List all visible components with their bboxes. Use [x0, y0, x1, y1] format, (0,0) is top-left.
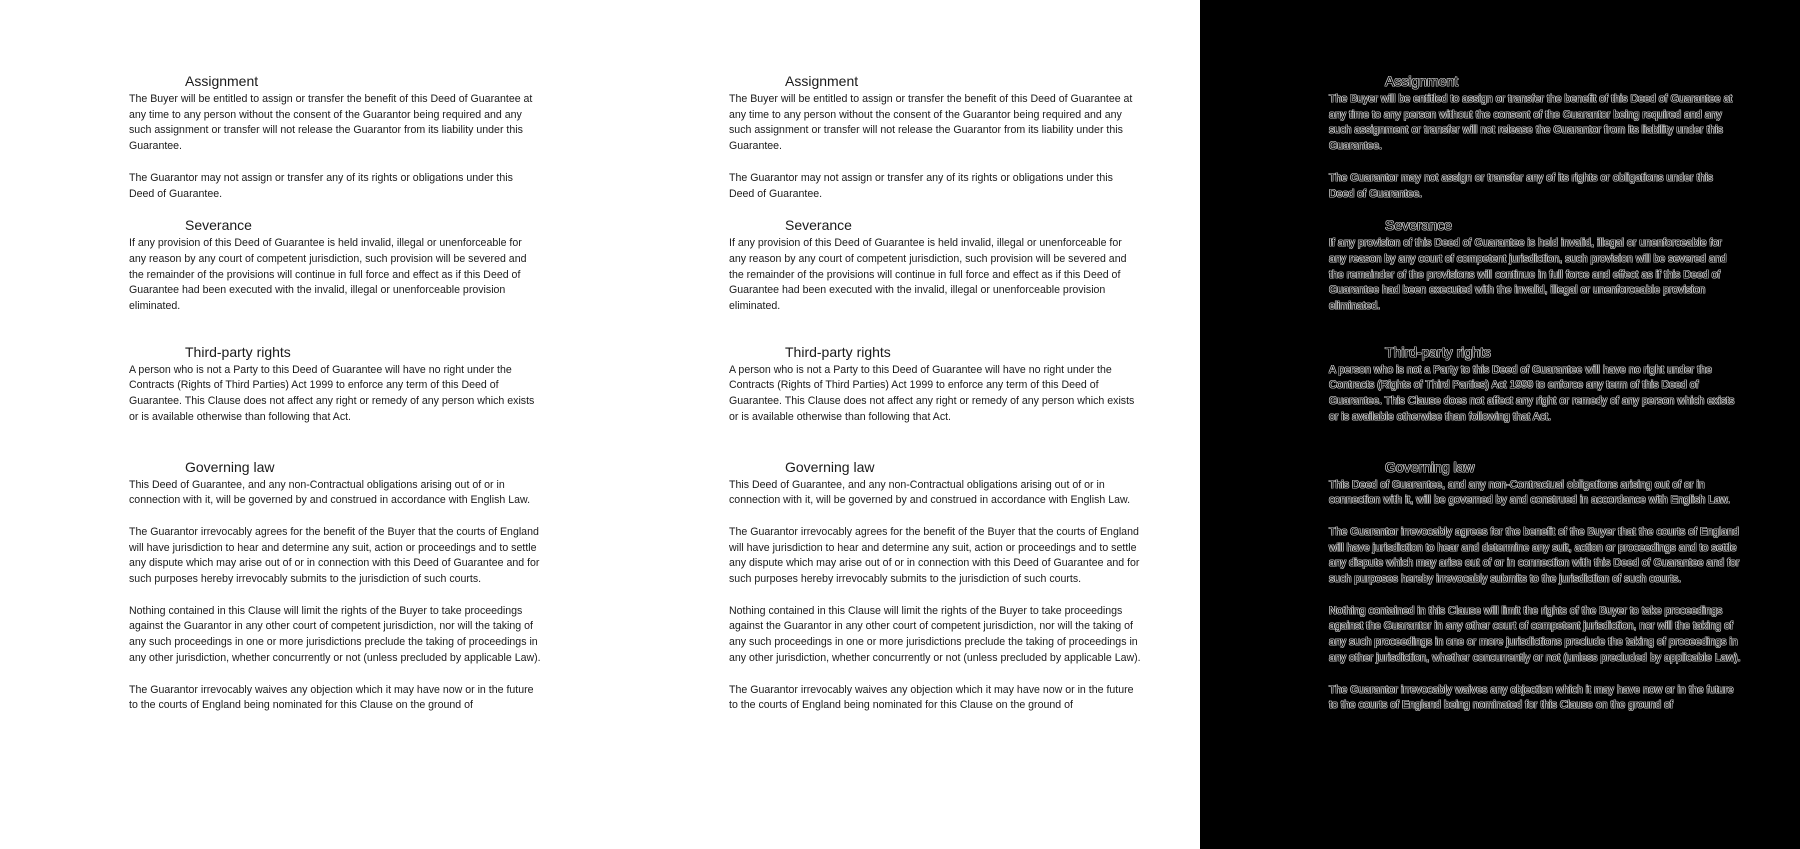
assignment-paragraph-2: The Guarantor may not assign or transfer any of its rights or obligations under this Deed of Guarantee. [129, 171, 513, 200]
governing-law-paragraph-1: This Deed of Guarantee, and any non-Contractual obligations arising out of or in connection with it, will be governed by and construed in accordance with English Law. [729, 478, 1131, 507]
assignment-paragraph-2: The Guarantor may not assign or transfer any of its rights or obligations under this Deed of Guarantee. [1329, 171, 1713, 200]
assignment-paragraph-2: The Guarantor may not assign or transfer any of its rights or obligations under this Deed of Guarantee. [729, 171, 1113, 200]
section-heading-assignment: Assignment [1385, 73, 1459, 89]
governing-law-paragraph-2: The Guarantor irrevocably agrees for the benefit of the Buyer that the courts of England will have jurisdiction to hear and determine any suit, action or proceedings and to settle any dispute which may arise out of or in connection with this Deed of Guarantee and for such purposes hereby irrevocably submits to the jurisdiction of such courts. [1329, 525, 1740, 586]
third-party-rights-paragraph-1: A person who is not a Party to this Deed of Guarantee will have no right under the Contracts (Rights of Third Parties) Act 1999 to enforce any term of this Deed of Guarantee. This Clause does not affect any right or remedy of any person which exists or is available otherwise than following that Act. [129, 363, 535, 423]
governing-law-paragraph-4: The Guarantor irrevocably waives any objection which it may have now or in the future to the courts of England being nominated for this Clause on the ground of [129, 683, 534, 712]
document-page-edge-map [1200, 0, 1800, 849]
document-page-copy [600, 0, 1200, 849]
section-heading-third-party-rights: Third-party rights [1385, 343, 1491, 360]
governing-law-paragraph-1: This Deed of Guarantee, and any non-Contractual obligations arising out of or in connection with it, will be governed by and construed in accordance with English Law. [1329, 478, 1731, 507]
document-body [729, 72, 1141, 714]
assignment-paragraph-1: The Buyer will be entitled to assign or transfer the benefit of this Deed of Guarantee at any time to any person without the consent of the Guarantor being required and any such assignment or transfer will not release the Guarantor from its liability under this Guarantee. [729, 93, 1133, 153]
governing-law-paragraph-1: This Deed of Guarantee, and any non-Contractual obligations arising out of or in connection with it, will be governed by and construed in accordance with English Law. [129, 478, 531, 507]
governing-law-paragraph-4: The Guarantor irrevocably waives any objection which it may have now or in the future to the courts of England being nominated for this Clause on the ground of [1329, 683, 1734, 712]
section-heading-governing-law: Governing law [185, 458, 275, 475]
section-heading-severance: Severance [1385, 217, 1452, 234]
section-heading-assignment: Assignment [785, 73, 859, 89]
governing-law-paragraph-2: The Guarantor irrevocably agrees for the benefit of the Buyer that the courts of England will have jurisdiction to hear and determine any suit, action or proceedings and to settle any dispute which may arise out of or in connection with this Deed of Guarantee and for such purposes hereby irrevocably submits to the jurisdiction of such courts. [729, 525, 1140, 586]
governing-law-paragraph-4: The Guarantor irrevocably waives any objection which it may have now or in the future to the courts of England being nominated for this Clause on the ground of [729, 683, 1134, 712]
severance-paragraph-1: If any provision of this Deed of Guarantee is held invalid, illegal or unenforceable for any reason by any court of competent jurisdiction, such provision will be severed and the remainder of the provisions will continue in full force and effect as if this Deed of Guarantee had been executed with the invalid, illegal or unenforceable provision eliminated. [1329, 237, 1727, 313]
document-page-original [0, 0, 600, 849]
assignment-paragraph-1: The Buyer will be entitled to assign or transfer the benefit of this Deed of Guarantee at any time to any person without the consent of the Guarantor being required and any such assignment or transfer will not release the Guarantor from its liability under this Guarantee. [1329, 93, 1733, 153]
section-heading-severance: Severance [785, 217, 852, 234]
assignment-paragraph-1: The Buyer will be entitled to assign or transfer the benefit of this Deed of Guarantee at any time to any person without the consent of the Guarantor being required and any such assignment or transfer will not release the Guarantor from its liability under this Guarantee. [129, 93, 533, 153]
section-heading-third-party-rights: Third-party rights [785, 343, 891, 360]
third-party-rights-paragraph-1: A person who is not a Party to this Deed of Guarantee will have no right under the Contracts (Rights of Third Parties) Act 1999 to enforce any term of this Deed of Guarantee. This Clause does not affect any right or remedy of any person which exists or is available otherwise than following that Act. [1329, 363, 1735, 423]
section-heading-assignment: Assignment [185, 73, 259, 89]
section-heading-third-party-rights: Third-party rights [185, 343, 291, 360]
governing-law-paragraph-3: Nothing contained in this Clause will limit the rights of the Buyer to take proceedings against the Guarantor in any other court of competent jurisdiction, nor will the taking of any such proceedings in one or more jurisdictions preclude the taking of proceedings in any other jurisdiction, whether concurrently or not (unless precluded by applicable Law). [129, 604, 541, 664]
severance-paragraph-1: If any provision of this Deed of Guarantee is held invalid, illegal or unenforceable for any reason by any court of competent jurisdiction, such provision will be severed and the remainder of the provisions will continue in full force and effect as if this Deed of Guarantee had been executed with the invalid, illegal or unenforceable provision eliminated. [729, 237, 1127, 313]
document-body [129, 72, 541, 714]
section-heading-severance: Severance [185, 217, 252, 234]
third-party-rights-paragraph-1: A person who is not a Party to this Deed of Guarantee will have no right under the Contracts (Rights of Third Parties) Act 1999 to enforce any term of this Deed of Guarantee. This Clause does not affect any right or remedy of any person which exists or is available otherwise than following that Act. [729, 363, 1135, 423]
section-heading-governing-law: Governing law [1385, 458, 1475, 475]
governing-law-paragraph-3: Nothing contained in this Clause will limit the rights of the Buyer to take proceedings against the Guarantor in any other court of competent jurisdiction, nor will the taking of any such proceedings in one or more jurisdictions preclude the taking of proceedings in any other jurisdiction, whether concurrently or not (unless precluded by applicable Law). [1329, 604, 1741, 664]
severance-paragraph-1: If any provision of this Deed of Guarantee is held invalid, illegal or unenforceable for any reason by any court of competent jurisdiction, such provision will be severed and the remainder of the provisions will continue in full force and effect as if this Deed of Guarantee had been executed with the invalid, illegal or unenforceable provision eliminated. [129, 237, 527, 313]
section-heading-governing-law: Governing law [785, 458, 875, 475]
document-body [1329, 72, 1741, 714]
governing-law-paragraph-3: Nothing contained in this Clause will limit the rights of the Buyer to take proceedings against the Guarantor in any other court of competent jurisdiction, nor will the taking of any such proceedings in one or more jurisdictions preclude the taking of proceedings in any other jurisdiction, whether concurrently or not (unless precluded by applicable Law). [729, 604, 1141, 664]
governing-law-paragraph-2: The Guarantor irrevocably agrees for the benefit of the Buyer that the courts of England will have jurisdiction to hear and determine any suit, action or proceedings and to settle any dispute which may arise out of or in connection with this Deed of Guarantee and for such purposes hereby irrevocably submits to the jurisdiction of such courts. [129, 525, 540, 586]
